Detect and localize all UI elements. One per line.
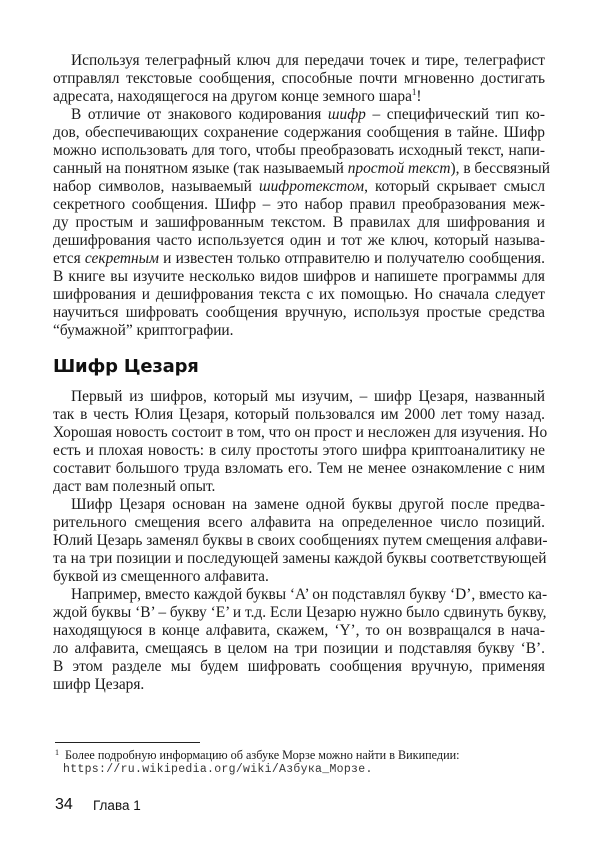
text-line: секретного сообщения. Шифр – это набор правил преобразования меж-	[53, 196, 545, 213]
term-ciphertext: шифротекстом	[258, 178, 365, 195]
text-line: есть и плохая новость: в силу простоты этого шифра криптоаналитику не	[53, 442, 545, 459]
text-line	[53, 88, 545, 106]
footnote-text: Более подробную информацию об азбуке Морзе можно найти в Википедии:	[65, 748, 460, 762]
term-plaintext: простой текст	[347, 160, 451, 177]
text-line: Например, вместо каждой буквы ‘A’ он подставлял букву ‘D’, вместо ка-	[71, 586, 548, 603]
text-line: научиться шифровать сообщения вручную, используя простые средства	[53, 304, 545, 321]
text-line: даст вам полезный опыт.	[53, 478, 216, 495]
text-line: та на три позиции и последующей замены каждой буквы соответствующей	[53, 550, 547, 567]
text-fragment: набор символов, называемый	[53, 178, 252, 195]
text-line: находящуюся в конце алфавита, скажем, ‘Y’, то он возвращался в нача-	[53, 622, 545, 639]
text-fragment: и известен только отправителю и получателю сообщения.	[163, 250, 545, 267]
footnote-mark: 1	[55, 748, 59, 757]
text-fragment: ), в бессвязный	[450, 160, 550, 177]
text-line: шифр Цезаря.	[53, 676, 145, 693]
text-line	[53, 160, 550, 178]
text-line: В книге вы изучите несколько видов шифров и напишете программы для	[53, 268, 545, 285]
text-line: ду простым и зашифрованным текстом. В правилах для шифрования и	[53, 214, 545, 231]
text-line: Шифр Цезаря основан на замене одной буквы другой после предва-	[71, 496, 545, 513]
term-secret: секретным	[84, 250, 159, 267]
text-line: так в честь Юлия Цезаря, который пользовался им 2000 лет тому назад.	[53, 406, 545, 423]
footnote-url[interactable]: https://ru.wikipedia.org/wiki/Азбука_Морзе	[63, 763, 366, 776]
text-line: Хорошая новость состоит в том, что он прост и несложен для изучения. Но	[53, 424, 548, 441]
term-cipher: шифр	[327, 106, 366, 123]
text-line	[53, 106, 545, 124]
text-line: ждой буквы ‘B’ – букву ‘E’ и т.д. Если Цезарю нужно было сдвинуть букву,	[53, 604, 547, 621]
section-intro	[53, 52, 550, 340]
text-line: составит большого труда взломать его. Тем не менее ознакомление с ним	[53, 460, 545, 477]
text-line: рительного смещения всего алфавита на определенное число позиций.	[53, 514, 545, 531]
page-footer	[55, 796, 141, 814]
text-line: ло алфавита, смещаясь в целом на три позиции и подставляя букву ‘B’.	[53, 640, 545, 657]
text-line: “бумажной” криптографии.	[53, 322, 234, 339]
section-heading: Шифр Цезаря	[53, 356, 199, 377]
text-line: дов, обеспечивающих сохранение содержания сообщения в тайне. Шифр	[53, 124, 545, 141]
page-number: 34	[55, 796, 73, 813]
text-fragment: – специфический тип ко-	[372, 106, 545, 123]
text-line: буквой из смещенного алфавита.	[53, 568, 269, 585]
text-line	[53, 178, 545, 196]
footnote	[55, 748, 460, 763]
text-line: В этом разделе мы будем шифровать сообщения вручную, применяя	[53, 658, 545, 675]
footnote-url-line	[63, 763, 373, 776]
footnote-ref[interactable]: 1	[411, 87, 417, 97]
section-caesar	[53, 388, 548, 694]
text-line: Первый из шифров, который мы изучим, – шифр Цезаря, названный	[71, 388, 545, 405]
text-line: отправлял текстовые сообщения, способные почти мгновенно достигать	[53, 70, 545, 87]
text-fragment: санный на понятном языке (так называемый	[53, 160, 344, 177]
chapter-label: Глава 1	[93, 798, 141, 813]
text-fragment: , который скрывает смысл	[364, 178, 545, 195]
text-fragment: адресата, находящегося на другом конце земного шара	[53, 88, 412, 105]
footnote-divider	[55, 742, 200, 743]
text-line: дешифрования часто используется один и тот же ключ, который называ-	[53, 232, 545, 249]
text-line	[53, 250, 545, 268]
text-line: можно использовать для того, чтобы преобразовать исходный текст, напи-	[53, 142, 545, 159]
text-line: шифрования и дешифрования текста с их помощью. Но сначала следует	[53, 286, 545, 303]
text-line: Юлий Цезарь заменял буквы в своих сообщениях путем смещения алфави-	[53, 532, 548, 549]
text-line: Используя телеграфный ключ для передачи точек и тире, телеграфист	[71, 52, 545, 69]
footnote-url-period: .	[365, 763, 373, 776]
text-fragment: ется	[53, 250, 81, 267]
text-fragment: В отличие от знакового кодирования	[71, 106, 322, 123]
text-fragment: !	[416, 88, 422, 105]
